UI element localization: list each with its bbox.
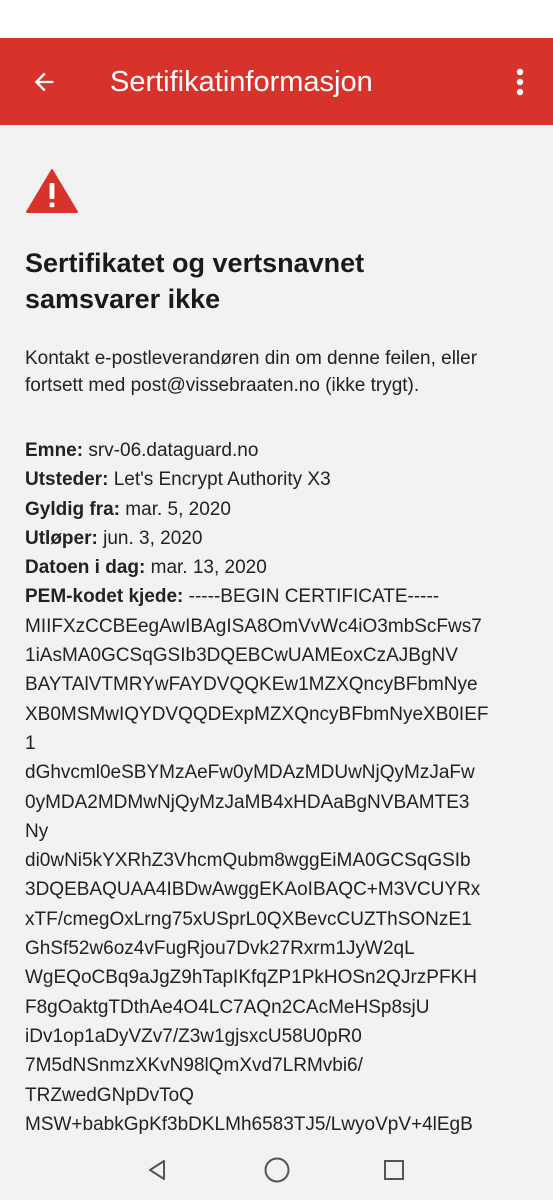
pem-line: 0yMDA2MDMwNjQyMzJaMB4xHDAaBgNVBAMTE3 bbox=[25, 791, 470, 813]
nav-recents-button[interactable] bbox=[374, 1152, 414, 1188]
warning-triangle-icon bbox=[25, 168, 79, 214]
pem-row bbox=[25, 582, 535, 611]
nav-home-circle-icon bbox=[263, 1156, 291, 1184]
today-label: Datoen i dag: bbox=[25, 557, 146, 579]
valid-from-label: Gyldig fra: bbox=[25, 498, 121, 520]
pem-begin: -----BEGIN CERTIFICATE----- bbox=[188, 586, 440, 608]
error-message bbox=[25, 345, 535, 399]
pem-line: BAYTAlVTMRYwFAYDVQQKEw1MZXQncyBFbmNye bbox=[25, 674, 478, 696]
error-message-line: Kontakt e-postleverandøren din om denne feilen, eller bbox=[25, 348, 478, 369]
pem-line: GhSf52w6oz4vFugRjou7Dvk27Rxrm1JyW2qL bbox=[25, 938, 415, 960]
expires-value: jun. 3, 2020 bbox=[103, 527, 203, 549]
expires-label: Utløper: bbox=[25, 527, 98, 549]
pem-line: xTF/cmegOxLrng75xUSprL0QXBevcCUZThSONzE1 bbox=[25, 908, 472, 930]
pem-line: XB0MSMwIQYDVQQDExpMZXQncyBFbmNyeXB0IEF bbox=[25, 703, 489, 725]
pem-line: WgEQoCBq9aJgZ9hTapIKfqZP1PkHOSn2QJrzPFKH bbox=[25, 967, 477, 989]
expires-row bbox=[25, 524, 535, 553]
pem-line: TRZwedGNpDvToQ bbox=[25, 1084, 194, 1106]
nav-back-triangle-icon bbox=[145, 1158, 169, 1182]
error-heading bbox=[25, 245, 525, 317]
pem-line: dGhvcml0eSBYMzAeFw0yMDAzMDUwNjQyMzJaFw bbox=[25, 762, 475, 784]
issuer-row bbox=[25, 465, 535, 494]
subject-value: srv-06.dataguard.no bbox=[88, 440, 259, 461]
overflow-menu-button[interactable] bbox=[505, 60, 535, 104]
pem-line: 3DQEBAQUAA4IBDwAwggEKAoIBAQC+M3VCUYRx bbox=[25, 879, 481, 901]
error-message-line: fortsett med post@vissebraaten.no (ikke trygt). bbox=[25, 375, 420, 396]
nav-recents-square-icon bbox=[382, 1158, 406, 1182]
pem-line: MSW+babkGpKf3bDKLMh6583TJ5/LwyoVpV+4lEgB bbox=[25, 1113, 473, 1135]
page-title: Sertifikatinformasjon bbox=[110, 66, 373, 98]
pem-line: 1iAsMA0GCSqGSIb3DQEBCwUAMEoxCzAJBgNV bbox=[25, 645, 458, 667]
certificate-content[interactable] bbox=[0, 125, 553, 1140]
pem-line: 1 bbox=[25, 732, 36, 754]
valid-from-row bbox=[25, 495, 535, 524]
nav-home-button[interactable] bbox=[257, 1152, 297, 1188]
pem-label: PEM-kodet kjede: bbox=[25, 586, 184, 608]
subject-label: Emne: bbox=[25, 440, 84, 461]
issuer-label: Utsteder: bbox=[25, 469, 109, 491]
pem-line: di0wNi5kYXRhZ3VhcmQubm8wggEiMA0GCSqGSIb bbox=[25, 850, 471, 872]
today-value: mar. 13, 2020 bbox=[150, 557, 267, 579]
pem-line: 7M5dNSnmzXKvN98lQmXvd7LRMvbi6/ bbox=[25, 1055, 363, 1077]
subject-row bbox=[25, 436, 535, 465]
more-vert-icon bbox=[516, 68, 524, 96]
error-heading-line: samsvarer ikke bbox=[25, 284, 221, 314]
back-button[interactable] bbox=[22, 60, 66, 104]
error-heading-line: Sertifikatet og vertsnavnet bbox=[25, 248, 365, 278]
nav-back-button[interactable] bbox=[137, 1152, 177, 1188]
today-row bbox=[25, 553, 535, 582]
pem-line: Ny bbox=[25, 820, 49, 842]
pem-line: MIIFXzCCBEegAwIBAgISA8OmVvWc4iO3mbScFws7 bbox=[25, 615, 482, 637]
arrow-left-icon bbox=[30, 68, 58, 96]
pem-line: F8gOaktgTDthAe4O4LC7AQn2CAcMeHSp8sjU bbox=[25, 996, 430, 1018]
system-nav-bar bbox=[0, 1140, 553, 1200]
pem-line: iDv1op1aDyVZv7/Z3w1gjsxcU58U0pR0 bbox=[25, 1025, 362, 1047]
pem-chain bbox=[25, 612, 535, 1198]
valid-from-value: mar. 5, 2020 bbox=[125, 498, 231, 520]
status-bar bbox=[0, 0, 553, 38]
app-bar bbox=[0, 38, 553, 125]
certificate-details bbox=[25, 436, 535, 1198]
issuer-value: Let's Encrypt Authority X3 bbox=[113, 469, 331, 491]
